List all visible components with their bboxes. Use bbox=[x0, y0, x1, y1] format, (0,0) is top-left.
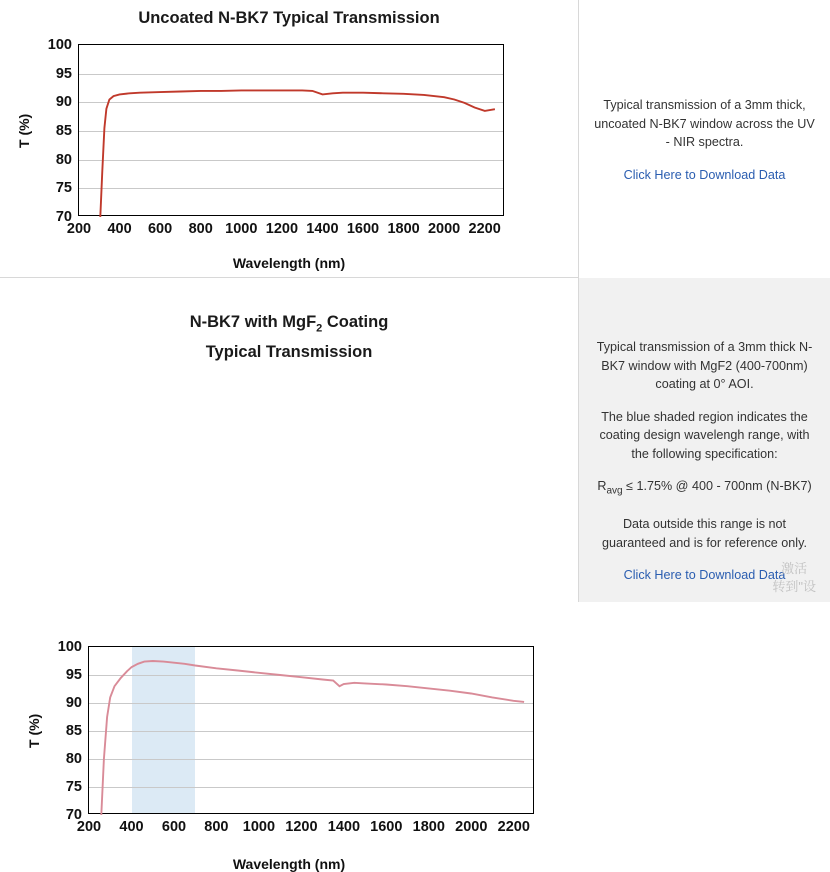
bottom-section bbox=[0, 278, 830, 872]
description-text-bottom-1: Typical transmission of a 3mm thick N-BK7 window with MgF2 (400-700nm) coating at 0° AOI. bbox=[596, 340, 813, 391]
spec-r-symbol: R bbox=[597, 479, 607, 493]
spec-r-value: ≤ 1.75% @ 400 - 700nm (N-BK7) bbox=[622, 479, 812, 493]
x-tick-top: 400 bbox=[107, 221, 132, 237]
coated-chart-cell bbox=[0, 278, 578, 872]
description-text-bottom-2: The blue shaded region indicates the coating design wavelengh range, with the following specification: bbox=[599, 409, 810, 461]
y-tick-bottom: 100 bbox=[57, 639, 82, 655]
y-tick-top: 80 bbox=[55, 151, 72, 168]
x-tick-top: 600 bbox=[147, 221, 173, 237]
x-tick-bottom: 800 bbox=[204, 819, 229, 835]
x-axis-label-top: Wavelength (nm) bbox=[232, 255, 346, 271]
y-tick-top: 85 bbox=[55, 123, 72, 139]
chart-title-coated-part2: Coating bbox=[322, 313, 389, 331]
description-text-bottom-4: Data outside this range is not guaranteed and is for reference only. bbox=[602, 517, 807, 550]
plot-area-uncoated bbox=[47, 37, 504, 237]
plot-frame-bottom bbox=[57, 639, 534, 835]
plot-area-coated bbox=[57, 639, 534, 835]
activation-watermark bbox=[772, 560, 816, 596]
uncoated-description-cell bbox=[578, 0, 830, 278]
coated-description-cell bbox=[578, 278, 830, 602]
y-tick-bottom: 85 bbox=[65, 723, 82, 739]
x-tick-top: 1200 bbox=[265, 221, 299, 237]
transmission-curve-coated bbox=[89, 647, 535, 815]
transmission-curve-uncoated bbox=[79, 45, 505, 217]
y-tick-bottom: 75 bbox=[65, 779, 82, 795]
x-tick-top: 2200 bbox=[468, 221, 501, 237]
x-tick-bottom: 200 bbox=[76, 819, 102, 835]
chart-title-coated-part1: N-BK7 with MgF bbox=[189, 313, 317, 331]
y-tick-top: 90 bbox=[55, 94, 72, 111]
x-tick-bottom: 1800 bbox=[412, 819, 445, 835]
x-tick-bottom: 1600 bbox=[370, 819, 403, 835]
y-tick-top: 100 bbox=[47, 37, 72, 53]
x-axis-label-bottom: Wavelength (nm) bbox=[232, 856, 346, 872]
y-tick-bottom: 70 bbox=[65, 807, 82, 823]
chart-title-subscript: 2 bbox=[316, 322, 323, 335]
description-text-top: Typical transmission of a 3mm thick, uncoated N-BK7 window across the UV - NIR spectra. bbox=[594, 98, 815, 149]
x-tick-bottom: 1400 bbox=[327, 819, 361, 835]
x-tick-top: 800 bbox=[188, 221, 213, 237]
x-tick-top: 1000 bbox=[225, 221, 258, 237]
x-tick-bottom: 400 bbox=[119, 819, 144, 835]
y-axis-label-top: T (%) bbox=[16, 113, 32, 148]
chart-title-coated bbox=[0, 310, 578, 364]
y-tick-top: 95 bbox=[55, 65, 72, 82]
x-tick-bottom: 1200 bbox=[285, 819, 318, 835]
top-section bbox=[0, 0, 830, 278]
x-tick-bottom: 2000 bbox=[455, 819, 488, 835]
y-tick-top: 70 bbox=[55, 209, 72, 225]
description-spec-line bbox=[591, 477, 818, 501]
uncoated-chart-cell bbox=[0, 0, 578, 278]
download-data-link-bottom[interactable]: Click Here to Download Data bbox=[623, 568, 786, 583]
plot-frame-top bbox=[47, 37, 504, 237]
chart-title-uncoated: Uncoated N-BK7 Typical Transmission bbox=[138, 9, 440, 27]
download-data-link-top[interactable]: Click Here to Download Data bbox=[623, 167, 786, 182]
x-tick-bottom: 1000 bbox=[242, 819, 276, 835]
y-tick-bottom: 80 bbox=[65, 751, 82, 767]
x-tick-top: 1600 bbox=[346, 221, 380, 237]
x-tick-top: 200 bbox=[66, 221, 92, 237]
x-tick-bottom: 600 bbox=[161, 819, 187, 835]
y-tick-bottom: 90 bbox=[65, 695, 82, 711]
y-tick-bottom: 95 bbox=[65, 667, 82, 683]
chart-title-coated-line2: Typical Transmission bbox=[205, 343, 373, 362]
x-tick-top: 2000 bbox=[427, 221, 461, 237]
y-axis-label-bottom: T (%) bbox=[26, 713, 42, 748]
y-tick-top: 75 bbox=[55, 180, 72, 197]
x-tick-bottom: 2200 bbox=[497, 819, 530, 835]
watermark-line-1: 激活 bbox=[781, 561, 808, 576]
spec-r-subscript: avg bbox=[606, 485, 623, 497]
watermark-line-2: 转到"设 bbox=[772, 579, 816, 594]
x-tick-top: 1800 bbox=[387, 221, 420, 237]
x-tick-top: 1400 bbox=[306, 221, 339, 237]
